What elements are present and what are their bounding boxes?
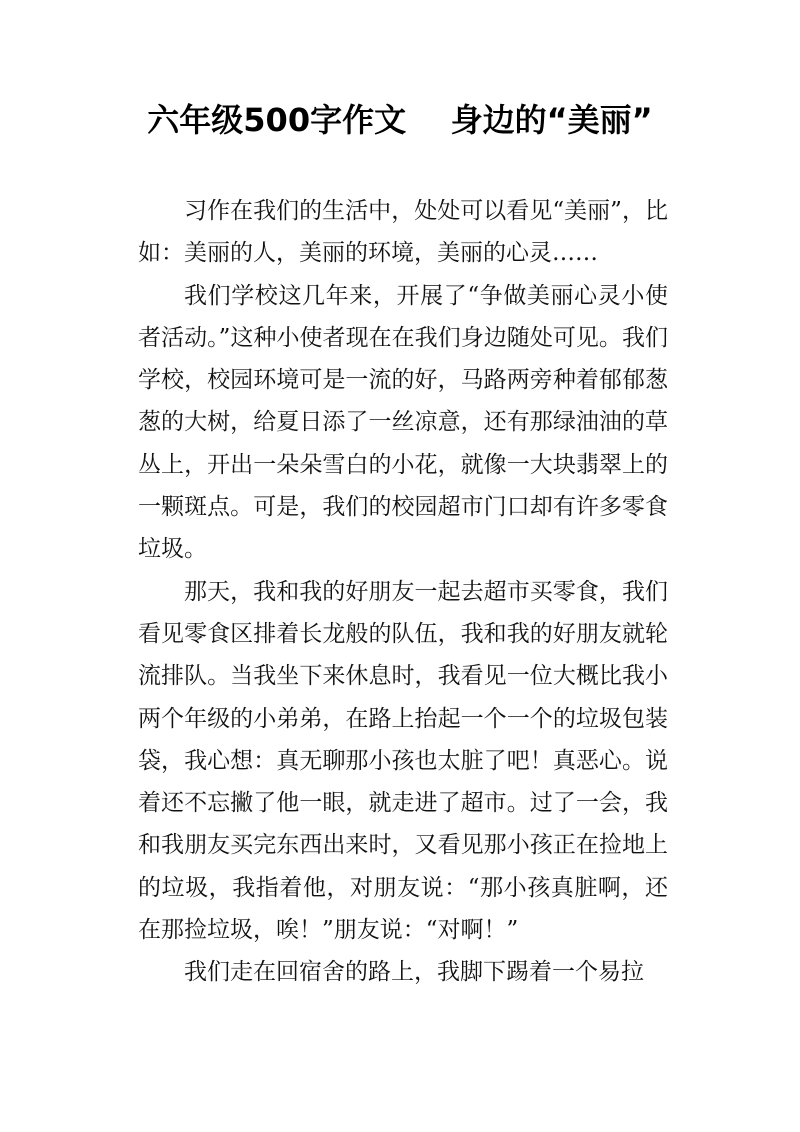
paragraph-2: 我们学校这几年来，开展了“争做美丽心灵小使者活动。”这种小使者现在在我们身边随处可见。我们学校，校园环境可是一流的好，马路两旁种着郁郁葱葱的大树，给夏日添了一丝凉意，还有那绿油油的草丛上，开出一朵朵雪白的小花，就像一大块翡翠上的一颗斑点。可是，我们的校园超市门口却有许多零食垃圾。 — [138, 282, 668, 563]
document-body — [138, 190, 668, 994]
document-title: 六年级500字作文 身边的“美丽” — [147, 101, 653, 139]
paragraph-1: 习作在我们的生活中，处处可以看见“美丽”，比如：美丽的人，美丽的环境，美丽的心灵…… — [138, 198, 668, 267]
paragraph-4: 我们走在回宿舍的路上，我脚下踢着一个易拉 — [184, 959, 644, 986]
paragraph-3: 那天，我和我的好朋友一起去超市买零食，我们看见零食区排着长龙般的队伍，我和我的好朋友就轮流排队。当我坐下来休息时，我看见一位大概比我小两个年级的小弟弟，在路上抬起一个一个的垃圾包装袋，我心想：真无聊那小孩也太脏了吧！真恶心。说着还不忘撇了他一眼，就走进了超市。过了一会，我和我朋友买完东西出来时，又看见那小孩正在捡地上的垃圾，我指着他，对朋友说：“那小孩真脏啊，还在那捡垃圾，唉！”朋友说：“对啊！” — [138, 578, 668, 944]
